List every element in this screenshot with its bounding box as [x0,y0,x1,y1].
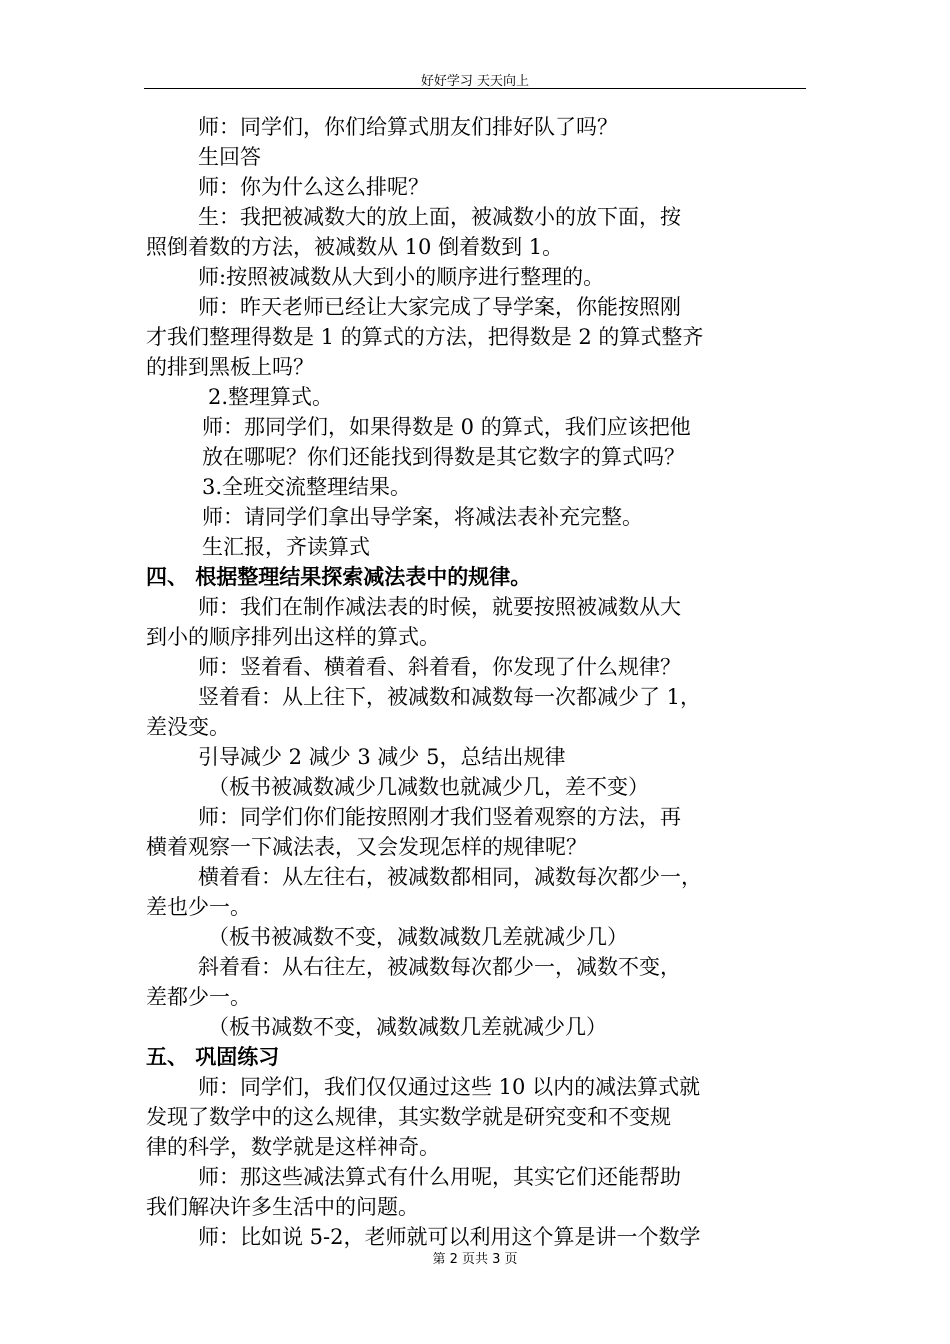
text-line: 我们解决许多生活中的问题。 [146,1195,419,1219]
text-line: 差没变。 [146,715,230,739]
text-line: 师：那同学们，如果得数是 0 的算式，我们应该把他 [202,415,691,439]
text-line: 律的科学，数学就是这样神奇。 [146,1135,440,1159]
text-line: （板书被减数不变，减数减数几差就减少几） [208,925,628,949]
section-heading: 四、 根据整理结果探索减法表中的规律。 [146,565,532,589]
page-footer: 第 2 页共 3 页 [432,1252,518,1267]
text-line: 师：昨天老师已经让大家完成了导学案，你能按照刚 [198,295,681,319]
text-line: 差都少一。 [146,985,251,1009]
text-line: 到小的顺序排列出这样的算式。 [146,625,440,649]
document-body [146,112,810,1252]
text-line: 生回答 [198,145,261,169]
text-line: （板书减数不变，减数减数几差就减少几） [208,1015,607,1039]
text-line: 才我们整理得数是 1 的算式的方法，把得数是 2 的算式整齐 [146,325,704,349]
text-line: 师：那这些减法算式有什么用呢，其实它们还能帮助 [198,1165,681,1189]
text-line: 发现了数学中的这么规律，其实数学就是研究变和不变规 [146,1105,671,1129]
text-line: 差也少一。 [146,895,251,919]
text-line: 师：请同学们拿出导学案，将减法表补充完整。 [202,505,643,529]
text-line: 放在哪呢？你们还能找到得数是其它数字的算式吗？ [202,445,685,469]
text-line: 师：你为什么这么排呢？ [198,175,429,199]
text-line: 师:按照被减数从大到小的顺序进行整理的。 [198,265,605,289]
text-line: 师：比如说 5-2，老师就可以利用这个算是讲一个数学 [198,1225,701,1249]
text-line: 斜着看：从右往左，被减数每次都少一，减数不变， [198,955,681,979]
text-line: （板书被减数减少几减数也就减少几，差不变） [208,775,649,799]
section-heading: 五、 巩固练习 [146,1045,280,1069]
text-line: 引导减少 2 减少 3 减少 5，总结出规律 [198,745,566,769]
text-line: 竖着看：从上往下，被减数和减数每一次都减少了 1， [198,685,702,709]
text-line: 横着观察一下减法表，又会发现怎样的规律呢？ [146,835,587,859]
text-line: 师：我们在制作减法表的时候，就要按照被减数从大 [198,595,681,619]
text-line: 师：同学们，我们仅仅通过这些 10 以内的减法算式就 [198,1075,701,1099]
page-header: 好好学习 天天向上 [420,74,530,89]
header-divider [144,88,806,89]
text-line: 照倒着数的方法，被减数从 10 倒着数到 1。 [146,235,564,259]
text-line: 生汇报，齐读算式 [202,535,370,559]
text-line: 横着看：从左往右，被减数都相同，减数每次都少一， [198,865,702,889]
text-line: 3.全班交流整理结果。 [202,475,412,499]
text-line: 生：我把被减数大的放上面，被减数小的放下面，按 [198,205,681,229]
text-line: 的排到黑板上吗？ [146,355,314,379]
text-line: 师：同学们，你们给算式朋友们排好队了吗？ [198,115,618,139]
text-line: 师：同学们你们能按照刚才我们竖着观察的方法，再 [198,805,681,829]
text-line: 师：竖着看、横着看、斜着看，你发现了什么规律？ [198,655,681,679]
text-line: 2.整理算式。 [208,385,334,409]
